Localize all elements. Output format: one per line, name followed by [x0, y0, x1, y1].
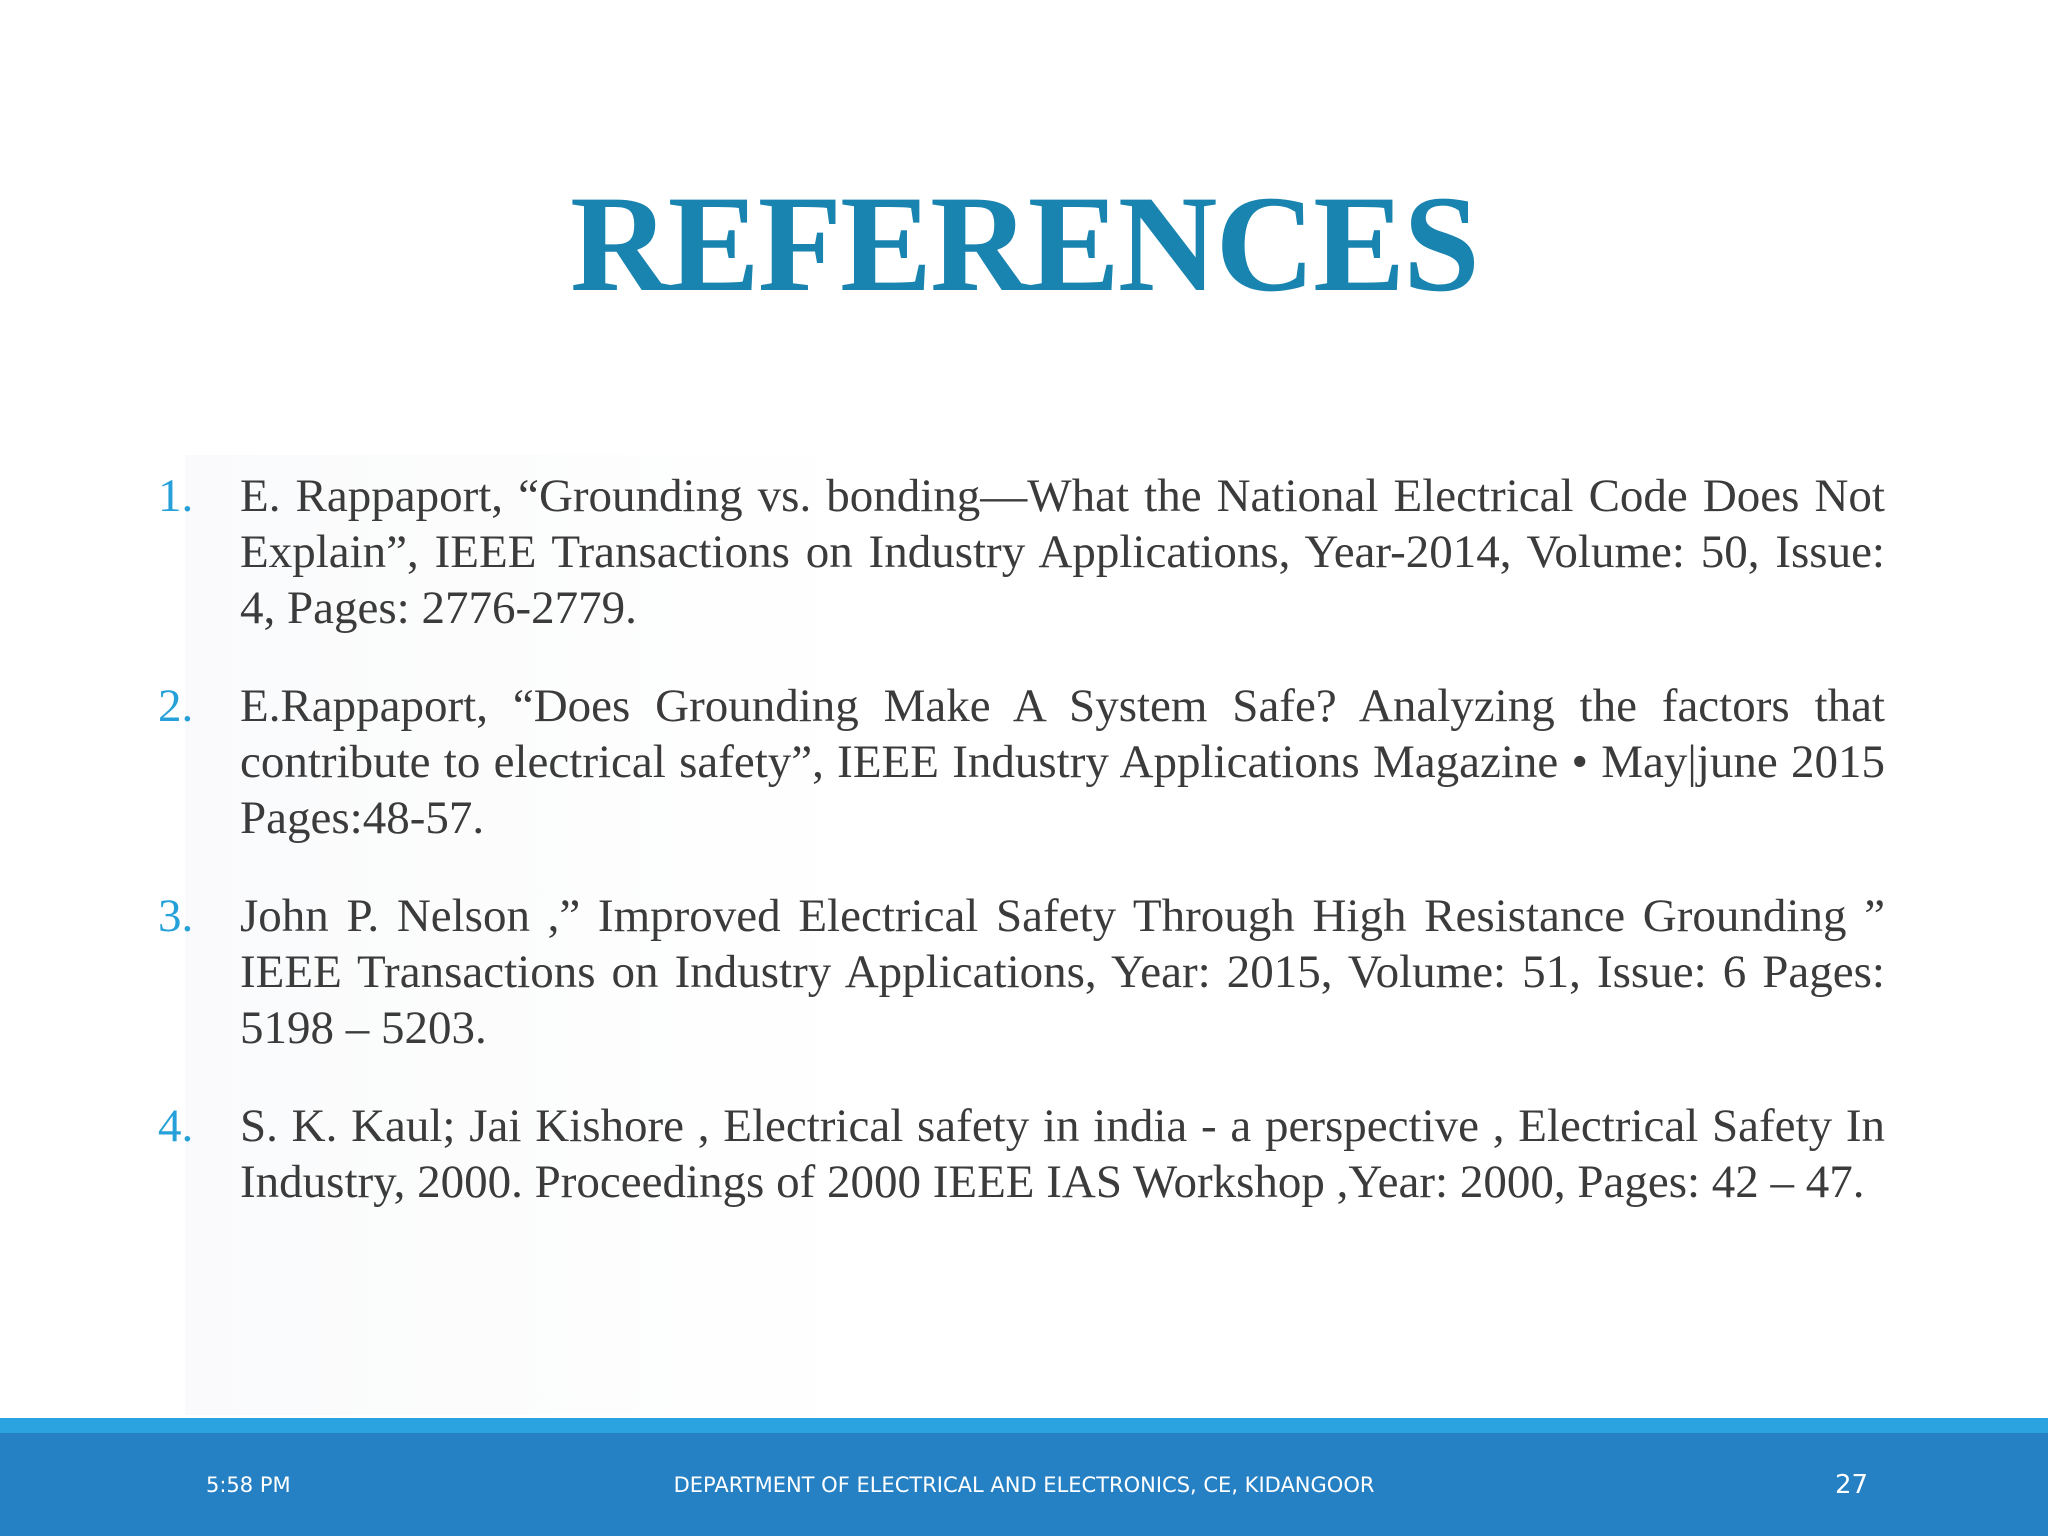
reference-number: 4.	[158, 1100, 194, 1152]
reference-item-4	[158, 1098, 1885, 1210]
reference-text: John P. Nelson ,” Improved Electrical Safety Through High Resistance Grounding ” IEEE Transactions on Industry Applications, Year: 2015, Volume: 51, Issue: 6 Pages: 5198 – 5203.	[240, 890, 1885, 1054]
reference-item-1	[158, 468, 1885, 636]
footer-time: 5:58 PM	[206, 1473, 291, 1497]
reference-item-3	[158, 888, 1885, 1056]
slide-page-number: 27	[1835, 1470, 1869, 1500]
reference-item-2	[158, 678, 1885, 846]
slide-title: REFERENCES	[570, 167, 1478, 320]
reference-number: 2.	[158, 680, 194, 732]
reference-number: 3.	[158, 890, 194, 942]
reference-number: 1.	[158, 470, 194, 522]
reference-text: E.Rappaport, “Does Grounding Make A System Safe? Analyzing the factors that contribute to electrical safety”, IEEE Industry Applications Magazine • May|june 2015 Pages:48-57.	[240, 680, 1885, 844]
footer-department: DEPARTMENT OF ELECTRICAL AND ELECTRONICS, CE, KIDANGOOR	[673, 1473, 1375, 1497]
reference-text: S. K. Kaul; Jai Kishore , Electrical safety in india - a perspective , Electrical Safety In Industry, 2000. Proceedings of 2000 IEEE IAS Workshop ,Year: 2000, Pages: 42 – 47.	[240, 1100, 1885, 1208]
footer-accent-stripe	[0, 1418, 2048, 1433]
reference-list	[158, 468, 1885, 1252]
reference-text: E. Rappaport, “Grounding vs. bonding—What the National Electrical Code Does Not Explain”, IEEE Transactions on Industry Applications, Year-2014, Volume: 50, Issue: 4, Pages: 2776-2779.	[240, 470, 1885, 634]
